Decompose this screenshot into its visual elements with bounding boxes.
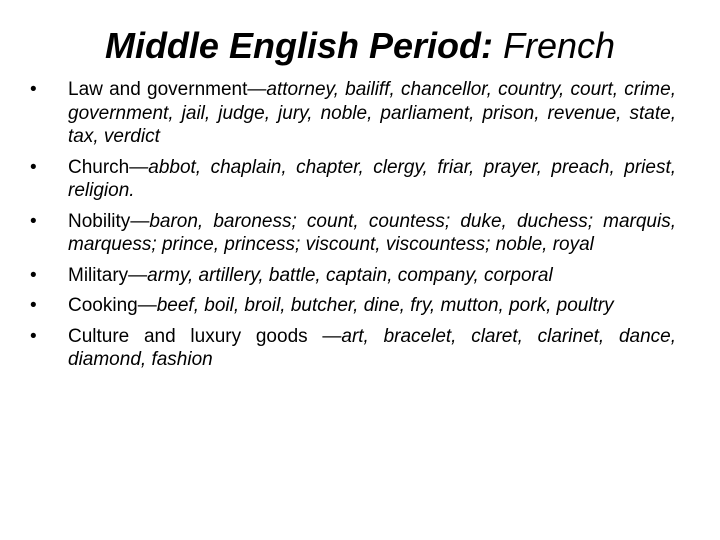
bullet-item-cooking — [30, 294, 676, 318]
bullet-dash: — — [129, 156, 149, 178]
bullet-examples: abbot, chaplain, chapter, clergy, friar, prayer, preach, priest, religion. — [68, 156, 676, 201]
bullet-icon: • — [30, 295, 37, 316]
bullet-item-church — [30, 156, 676, 203]
bullet-examples: baron, baroness; count, countess; duke, duchess; marquis, marquess; prince, princess; viscount, viscountess; noble, royal — [68, 210, 676, 255]
bullet-icon: • — [30, 264, 37, 286]
bullet-icon: • — [30, 79, 37, 100]
slide-title — [0, 22, 720, 70]
bullet-examples: art, bracelet, claret, clarinet, dance, diamond, fashion — [68, 325, 676, 370]
title-main: Middle English Period: — [104, 25, 493, 66]
bullet-category: Church — [68, 156, 130, 178]
bullet-dash: — — [247, 79, 267, 100]
bullet-item-nobility — [30, 210, 676, 257]
bullet-category: Cooking — [68, 295, 138, 316]
bullet-examples: attorney, bailiff, chancellor, country, court, crime, government, jail, judge, jury, noble, parliament, prison, revenue, state, tax, verdict — [68, 79, 676, 147]
bullet-category: Law and government — [68, 79, 248, 100]
bullet-dash: — — [130, 210, 150, 232]
bullet-dash: — — [137, 295, 157, 316]
bullet-dash: — — [322, 325, 342, 347]
bullet-icon: • — [30, 325, 37, 347]
bullet-item-culture — [30, 325, 676, 372]
bullet-item-military — [30, 264, 676, 288]
bullet-list — [30, 78, 676, 379]
bullet-category: Military — [68, 264, 129, 286]
bullet-icon: • — [30, 210, 37, 232]
bullet-examples: beef, boil, broil, butcher, dine, fry, mutton, pork, poultry — [156, 295, 614, 316]
bullet-item-law — [30, 78, 676, 149]
title-subject: French — [503, 25, 616, 66]
bullet-dash: — — [128, 264, 148, 286]
bullet-icon: • — [30, 156, 37, 178]
bullet-examples: army, artillery, battle, captain, company, corporal — [147, 264, 553, 286]
bullet-category: Culture and luxury goods — [68, 325, 323, 347]
bullet-category: Nobility — [68, 210, 131, 232]
